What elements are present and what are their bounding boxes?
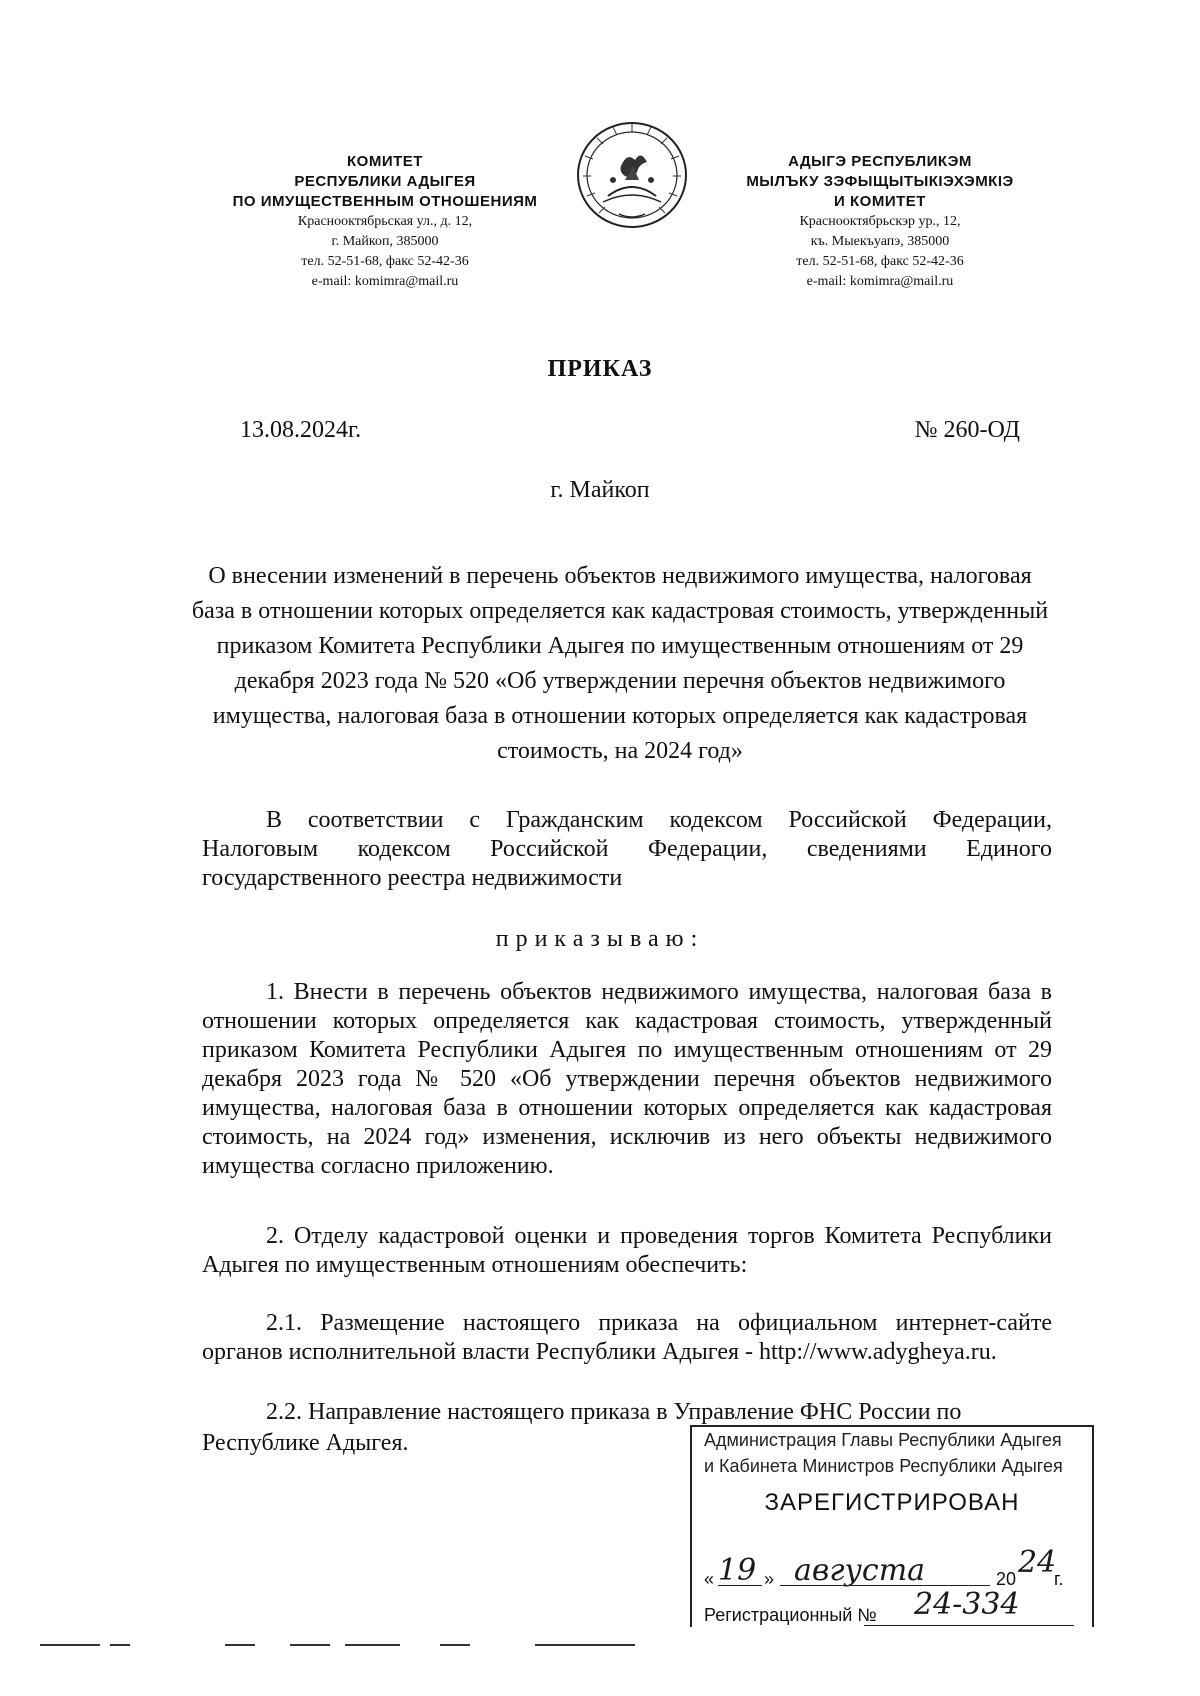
stamp-date-row: [704, 1545, 1080, 1595]
document-date: 13.08.2024г.: [240, 417, 362, 443]
stamp-quote-close: »: [764, 1569, 775, 1589]
coat-of-arms-emblem-icon: [573, 118, 691, 233]
letterhead-right: [700, 152, 1060, 292]
email-line: e-mail: komimra@mail.ru: [311, 274, 459, 289]
org-name-line: ПО ИМУЩЕСТВЕННЫМ ОТНОШЕНИЯМ: [232, 193, 538, 210]
scan-divider: [345, 1644, 400, 1646]
document-city: г. Майкоп: [550, 477, 650, 503]
stamp-number-handwritten: 24-334: [914, 1587, 1020, 1622]
address-line: Краснооктябрьскэр ур., 12,: [799, 214, 961, 229]
stamp-month-handwritten: августа: [794, 1553, 926, 1588]
stamp-year-prefix: 20: [996, 1569, 1017, 1589]
item-2-2-paragraph: 2.2. Направление настоящего приказа в Управление ФНС России по: [266, 1399, 962, 1425]
stamp-org-line: и Кабинета Министров Республики Адыгея: [704, 1456, 1063, 1476]
stamp-day-handwritten: 19: [718, 1553, 757, 1588]
scan-divider: [40, 1644, 100, 1646]
address-line: Краснооктябрьская ул., д. 12,: [297, 214, 473, 229]
registration-stamp: [690, 1425, 1094, 1627]
phone-line: тел. 52-51-68, факс 52-42-36: [796, 254, 964, 269]
document-number: № 260-ОД: [914, 417, 1020, 443]
address-line: г. Майкоп, 385000: [331, 234, 439, 249]
email-line: e-mail: komimra@mail.ru: [806, 274, 954, 289]
stamp-number-row: [704, 1587, 1080, 1629]
org-name-line: МЫЛЪКУ ЗЭФЫЩЫТЫКIЭХЭМКIЭ: [746, 173, 1014, 190]
letterhead-left: [195, 152, 575, 292]
stamp-day-underline: [718, 1585, 762, 1586]
org-name-line: И КОМИТЕТ: [834, 193, 926, 210]
stamp-reg-label: Регистрационный №: [704, 1605, 877, 1625]
stamp-registered-label: ЗАРЕГИСТРИРОВАН: [764, 1489, 1020, 1516]
document-title: ПРИКАЗ: [547, 356, 653, 382]
scan-divider: [440, 1644, 470, 1646]
stamp-year-g: г.: [1054, 1569, 1064, 1589]
command-word: приказываю:: [495, 926, 705, 952]
item-1-paragraph: 1. Внести в перечень объектов недвижимого имущества, налоговая база в отношении которых определяется как кадастровая стоимость, утвержденный приказом Комитета Республики Адыгея по имущественным отношениям от 29 декабря 2023 года № 520 «Об утверждении перечня объектов недвижимого имущества, налоговая база в отношении которых определяется как кадастровая стоимость, на 2024 год» изменения, исключив из него объекты недвижимого имущества согласно приложению.: [202, 979, 1052, 1179]
org-name-line: РЕСПУБЛИКИ АДЫГЕЯ: [294, 173, 476, 190]
org-name-line: АДЫГЭ РЕСПУБЛИКЭМ: [788, 153, 972, 170]
item-2-1-paragraph: 2.1. Размещение настоящего приказа на официальном интернет-сайте органов исполнительной власти Республики Адыгея - http://www.adygheya.ru.: [202, 1310, 1052, 1365]
scan-divider: [225, 1644, 255, 1646]
basis-paragraph: В соответствии с Гражданским кодексом Российской Федерации, Налоговым кодексом Российской Федерации, сведениями Единого государственного реестра недвижимости: [202, 807, 1052, 891]
scan-divider: [110, 1644, 130, 1646]
scan-divider: [535, 1644, 635, 1646]
stamp-number-underline: [864, 1625, 1074, 1626]
address-line: къ. Мыекъуапэ, 385000: [810, 234, 950, 249]
document-subject: О внесении изменений в перечень объектов недвижимого имущества, налоговая база в отношении которых определяется как кадастровая стоимость, утвержденный приказом Комитета Республики Адыгея по имущественным отношениям от 29 декабря 2023 года № 520 «Об утверждении перечня объектов недвижимого имущества, налоговая база в отношении которых определяется как кадастровая стоимость, на 2024 год»: [191, 563, 1049, 764]
phone-line: тел. 52-51-68, факс 52-42-36: [301, 254, 469, 269]
scan-divider: [290, 1644, 330, 1646]
item-2-2-continuation: Республике Адыгея.: [202, 1430, 409, 1456]
stamp-month-underline: [780, 1585, 990, 1586]
stamp-quote-open: «: [704, 1569, 715, 1589]
stamp-org-line: Администрация Главы Республики Адыгея: [704, 1430, 1062, 1450]
stamp-year-handwritten: 24: [1018, 1545, 1057, 1580]
org-name-line: КОМИТЕТ: [347, 153, 423, 170]
item-2-paragraph: 2. Отделу кадастровой оценки и проведения торгов Комитета Республики Адыгея по имущественным отношениям обеспечить:: [202, 1223, 1052, 1278]
